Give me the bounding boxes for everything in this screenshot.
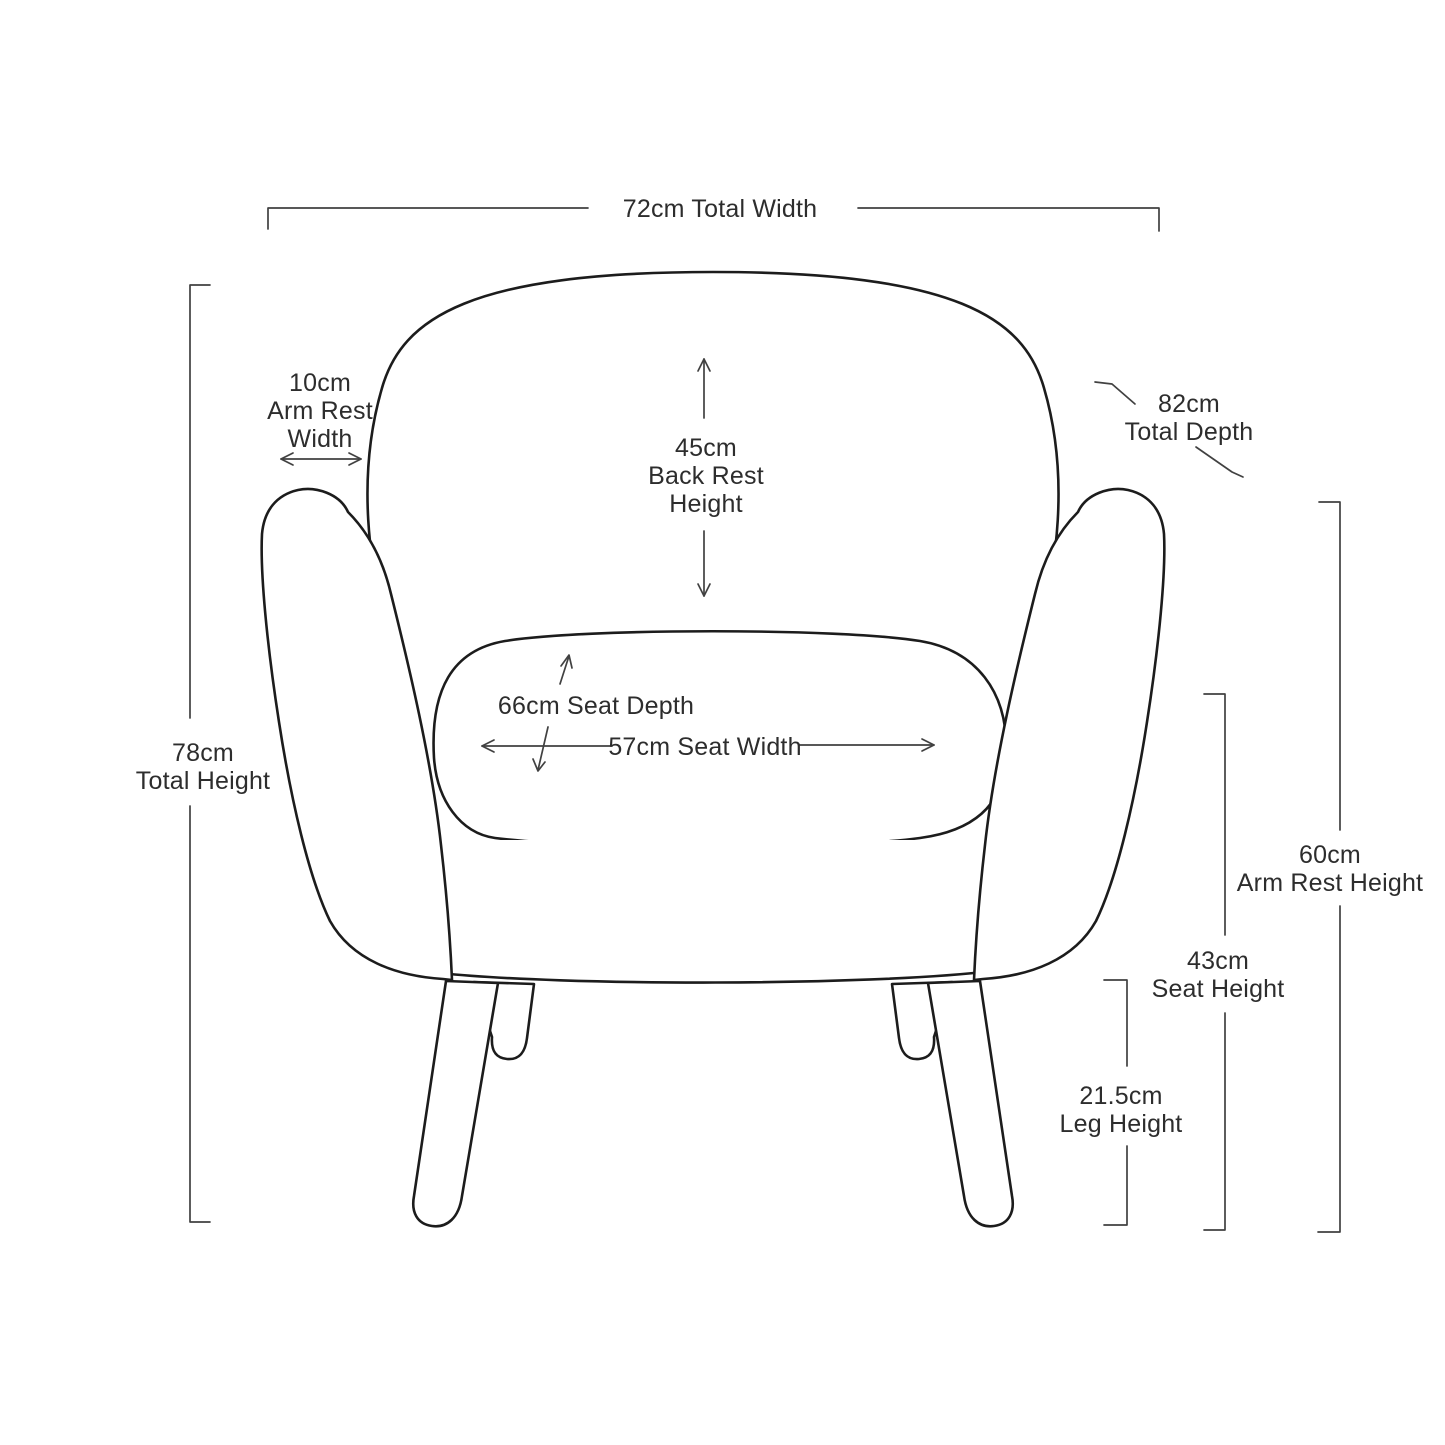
label-line: 60cm [1299,841,1361,869]
label-total-width: 72cm Total Width [622,195,818,223]
label-total-depth [1125,390,1254,446]
label-line: Total Depth [1124,418,1254,446]
label-line: 82cm [1158,390,1220,418]
label-line: Back Rest [648,462,764,490]
label-line: Total Height [135,767,271,795]
total-depth-leader-bottom [1196,447,1243,477]
label-total-height [136,739,270,795]
label-back-rest-height [648,434,764,518]
front-left-leg [413,981,498,1226]
label-line: Leg Height [1059,1110,1183,1138]
label-line: 45cm [675,434,737,462]
label-leg-height [1060,1082,1183,1138]
label-line: 21.5cm [1079,1082,1163,1110]
seat-base-fill [446,840,988,986]
label-seat-width: 57cm Seat Width [608,733,802,761]
arm-rest-width-arrow [281,453,361,465]
label-seat-depth: 66cm Seat Depth [497,692,695,720]
label-line: Width [287,425,353,453]
label-seat-height [1152,947,1285,1003]
label-line: Arm Rest [267,397,373,425]
label-arm-rest-width [267,369,373,453]
label-line: 43cm [1187,947,1249,975]
label-line: 10cm [289,369,351,397]
label-line: Height [669,490,743,518]
label-line: Arm Rest Height [1236,869,1424,897]
label-line: Seat Height [1151,975,1285,1003]
front-right-leg [928,981,1013,1226]
label-arm-rest-height [1237,841,1423,897]
label-line: 78cm [172,739,234,767]
